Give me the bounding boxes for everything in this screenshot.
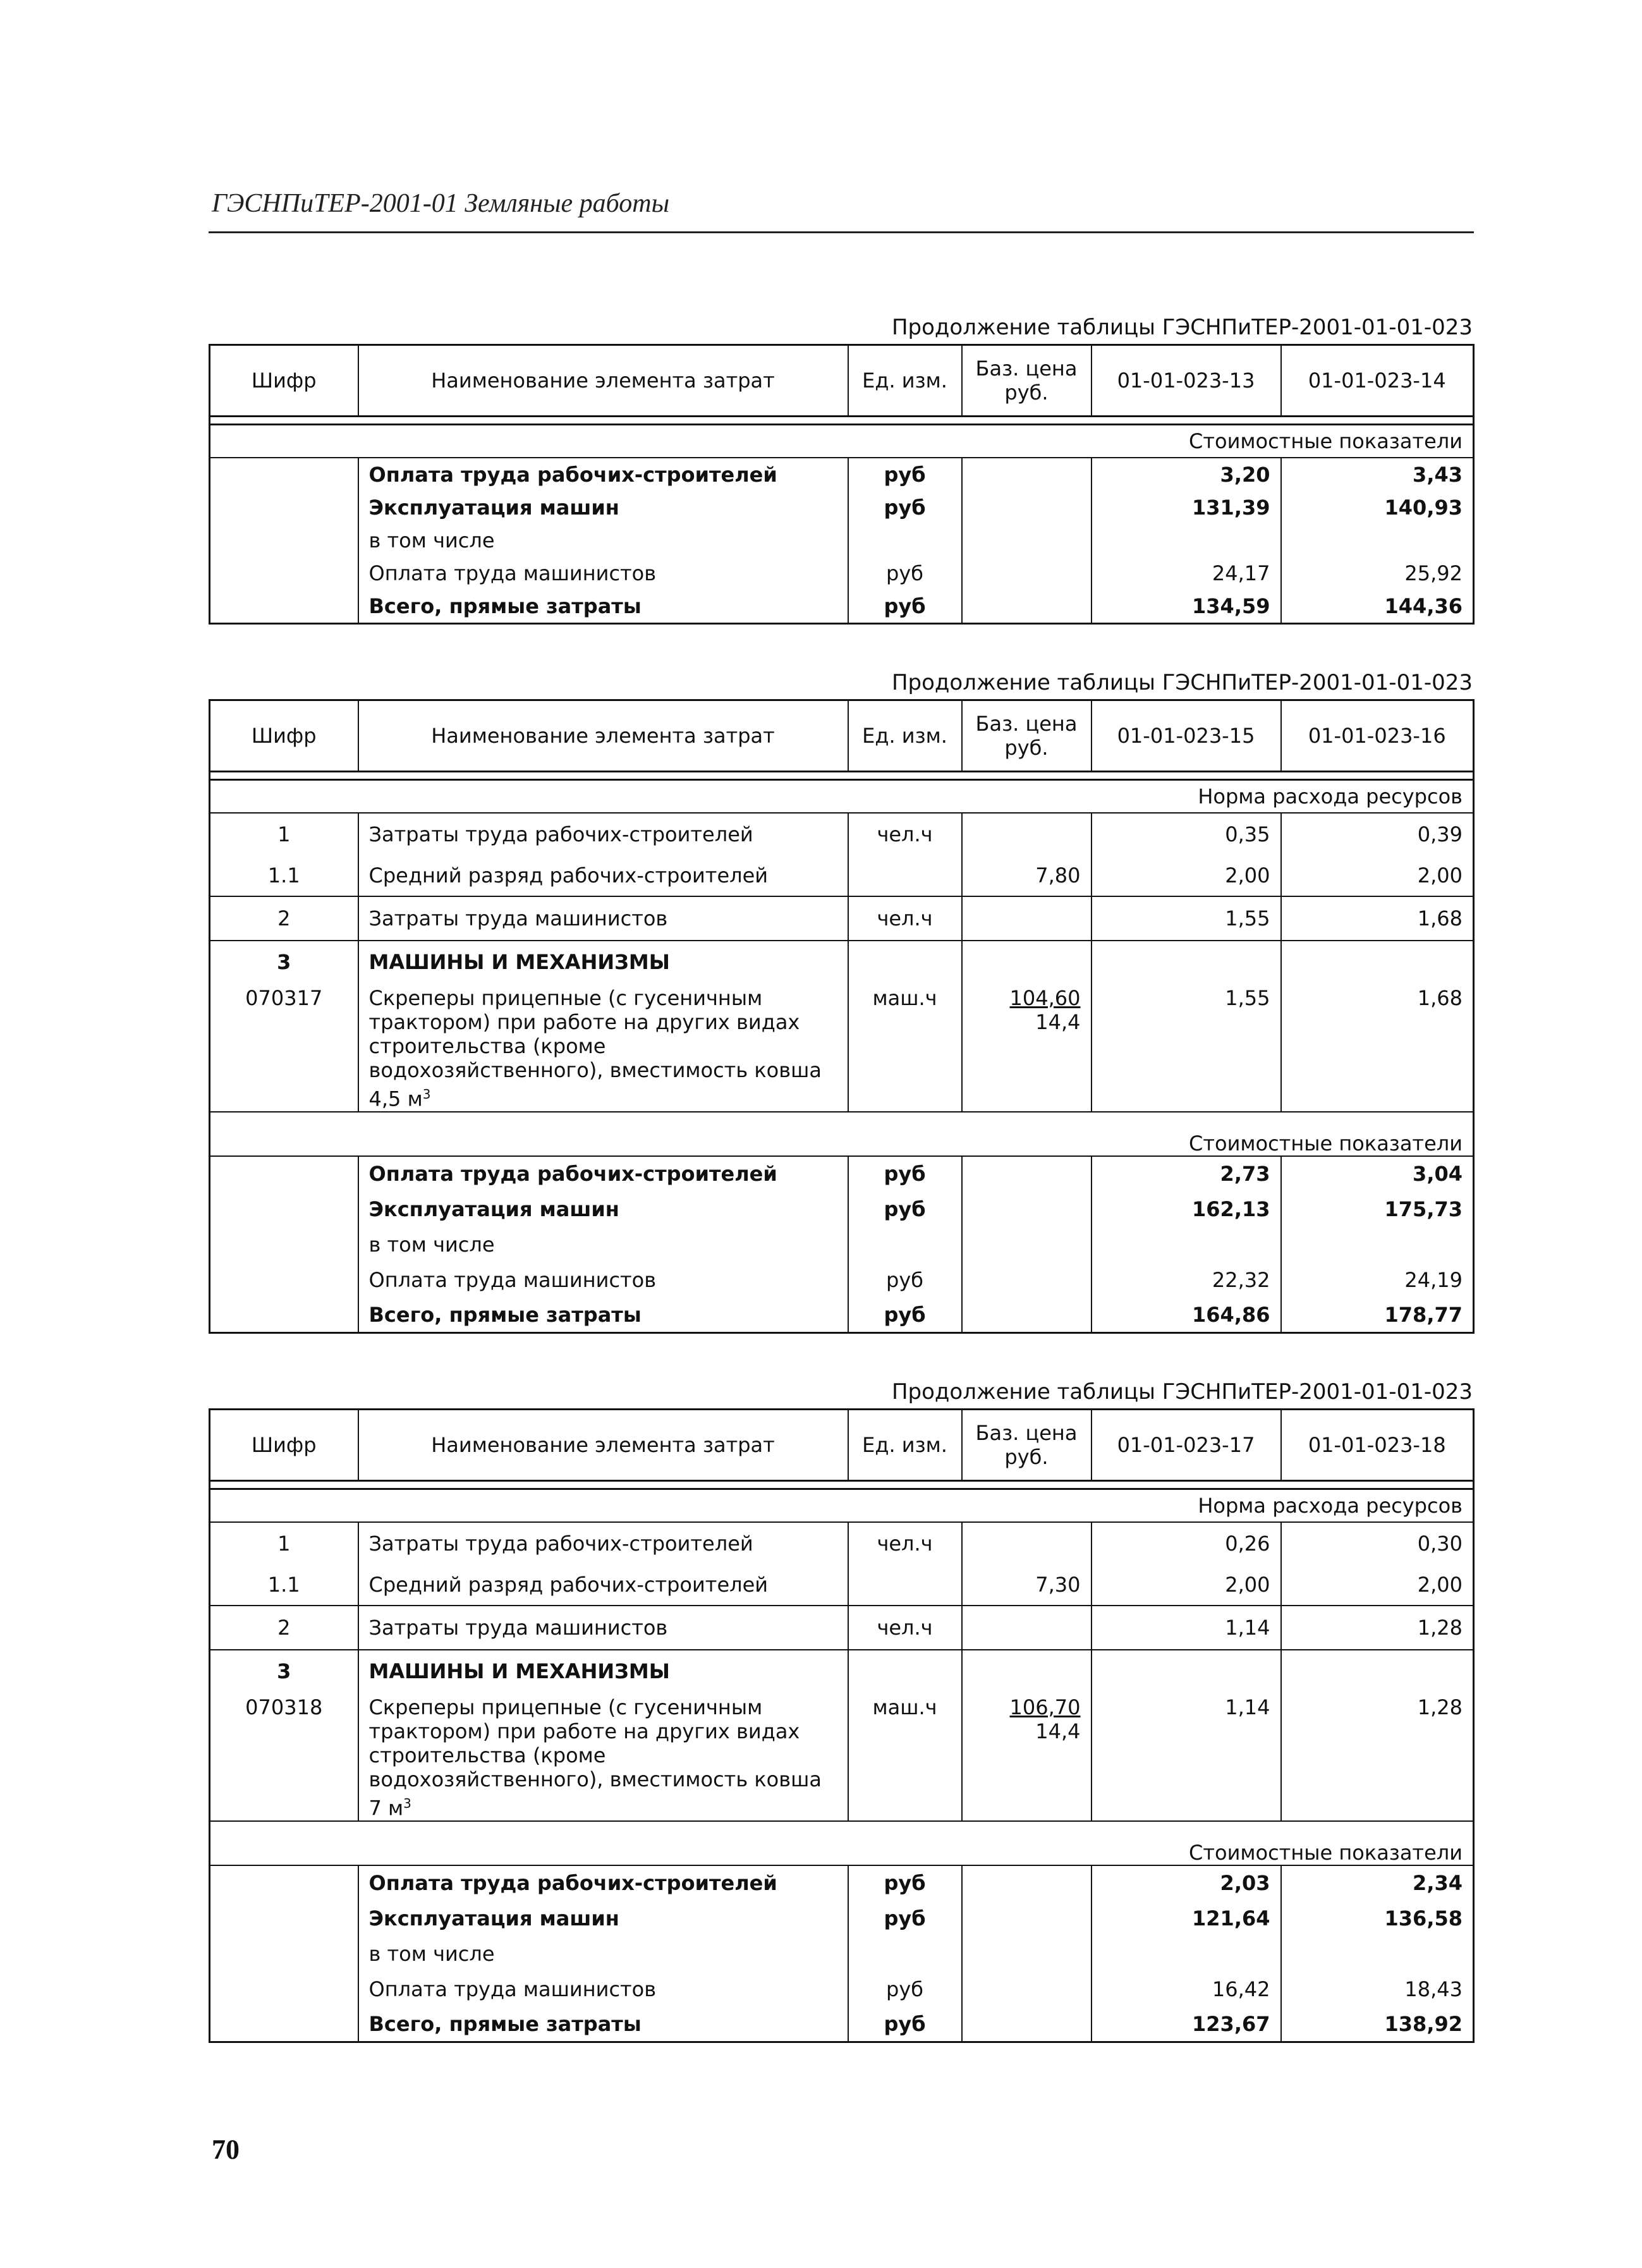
table-1 <box>209 344 1475 625</box>
table-row: в том числе <box>210 1936 1474 1972</box>
table-2 <box>209 699 1475 1334</box>
table-row: Оплата труда машинистов руб 22,32 24,19 <box>210 1262 1474 1298</box>
table-row: Оплата труда рабочих-строителей руб 3,20 3,43 <box>210 458 1474 491</box>
table-row: Оплата труда машинистов руб 16,42 18,43 <box>210 1972 1474 2007</box>
table-row: Всего, прямые затраты руб 123,67 138,92 <box>210 2007 1474 2042</box>
table-row: Оплата труда машинистов руб 24,17 25,92 <box>210 557 1474 590</box>
section-cost: Стоимостные показатели <box>210 1821 1474 1865</box>
table-row: в том числе <box>210 1227 1474 1262</box>
header-code: Шифр <box>210 345 358 417</box>
table-row: 1 Затраты труда рабочих-строителей чел.ч 0,26 0,30 <box>210 1522 1474 1564</box>
table-row: 2 Затраты труда машинистов чел.ч 1,14 1,28 <box>210 1606 1474 1650</box>
table-row: 070318 Скреперы прицепные (с гусеничным трактором) при работе на других видах строительства (кроме водохозяйственного), вместимость ковша 7 $м^3$ маш.ч 106,70 14,4 1,14 1,28 <box>210 1692 1474 1821</box>
table-row: 3 МАШИНЫ И МЕХАНИЗМЫ <box>210 1650 1474 1692</box>
table-row: 1.1 Средний разряд рабочих-строителей 7,30 2,00 2,00 <box>210 1564 1474 1606</box>
header-name: Наименование элемента затрат <box>358 345 848 417</box>
table-row: 070317 Скреперы прицепные (с гусеничным трактором) при работе на других видах строительства (кроме водохозяйственного), вместимость ковша 4,5 $м^3$ маш.ч 104,60 14,4 1,55 1,68 <box>210 982 1474 1112</box>
table-1-block <box>209 311 1473 625</box>
table-row: 3 МАШИНЫ И МЕХАНИЗМЫ <box>210 941 1474 982</box>
machine-price: 106,70 <box>1009 1695 1081 1719</box>
header-col-b: 01-01-023-14 <box>1281 345 1474 417</box>
table-row: Эксплуатация машин руб 131,39 140,93 <box>210 491 1474 524</box>
machine-price-sub: 14,4 <box>1035 1010 1081 1034</box>
header-rule <box>209 231 1474 233</box>
table-row: 1 Затраты труда рабочих-строителей чел.ч 0,35 0,39 <box>210 813 1474 855</box>
table-2-header-row: Шифр Наименование элемента затрат Ед. изм. Баз. цена руб. 01-01-023-15 01-01-023-16 <box>210 700 1474 772</box>
section-cost: Стоимостные показатели <box>210 425 1474 458</box>
machine-price: 104,60 <box>1009 986 1081 1010</box>
machine-price-sub: 14,4 <box>1035 1719 1081 1743</box>
machine-name: Скреперы прицепные (с гусеничным трактором) при работе на других видах строительства (кроме водохозяйственного), вместимость ковша 7 м <box>368 1695 822 1820</box>
table-1-header-row <box>210 345 1474 417</box>
table-row: Оплата труда рабочих-строителей руб 2,73 3,04 <box>210 1156 1474 1192</box>
header-unit: Ед. изм. <box>848 345 962 417</box>
table-row: в том числе <box>210 524 1474 557</box>
superscript-3: 3 <box>422 1087 431 1102</box>
table-3-header-row: Шифр Наименование элемента затрат Ед. изм. Баз. цена руб. 01-01-023-17 01-01-023-18 <box>210 1410 1474 1481</box>
table-row: Всего, прямые затраты руб 134,59 144,36 <box>210 590 1474 624</box>
table-2-caption: Продолжение таблицы ГЭСНПиТЕР-2001-01-01-023 <box>891 670 1473 695</box>
section-norm: Норма расхода ресурсов <box>210 1489 1474 1523</box>
header-col-a: 01-01-023-13 <box>1092 345 1281 417</box>
table-row: 2 Затраты труда машинистов чел.ч 1,55 1,68 <box>210 896 1474 941</box>
table-row: 1.1 Средний разряд рабочих-строителей 7,80 2,00 2,00 <box>210 855 1474 896</box>
table-row: Оплата труда рабочих-строителей руб 2,03 2,34 <box>210 1865 1474 1901</box>
section-norm: Норма расхода ресурсов <box>210 780 1474 814</box>
running-head: ГЭСНПиТЕР-2001-01 Земляные работы <box>212 189 670 218</box>
table-3-caption: Продолжение таблицы ГЭСНПиТЕР-2001-01-01-023 <box>891 1379 1473 1405</box>
page-number: 70 <box>212 2134 240 2165</box>
table-2-block <box>209 666 1473 1334</box>
section-cost: Стоимостные показатели <box>210 1112 1474 1156</box>
table-row: Эксплуатация машин руб 121,64 136,58 <box>210 1901 1474 1936</box>
superscript-3: 3 <box>403 1796 411 1811</box>
table-3 <box>209 1408 1475 2043</box>
header-price: Баз. цена руб. <box>962 345 1092 417</box>
table-row: Всего, прямые затраты руб 164,86 178,77 <box>210 1298 1474 1333</box>
table-row: Эксплуатация машин руб 162,13 175,73 <box>210 1192 1474 1227</box>
machine-name: Скреперы прицепные (с гусеничным трактором) при работе на других видах строительства (кроме водохозяйственного), вместимость ковша 4,5 м <box>368 986 822 1111</box>
table-1-caption: Продолжение таблицы ГЭСНПиТЕР-2001-01-01-023 <box>891 315 1473 340</box>
table-3-block <box>209 1375 1473 2043</box>
